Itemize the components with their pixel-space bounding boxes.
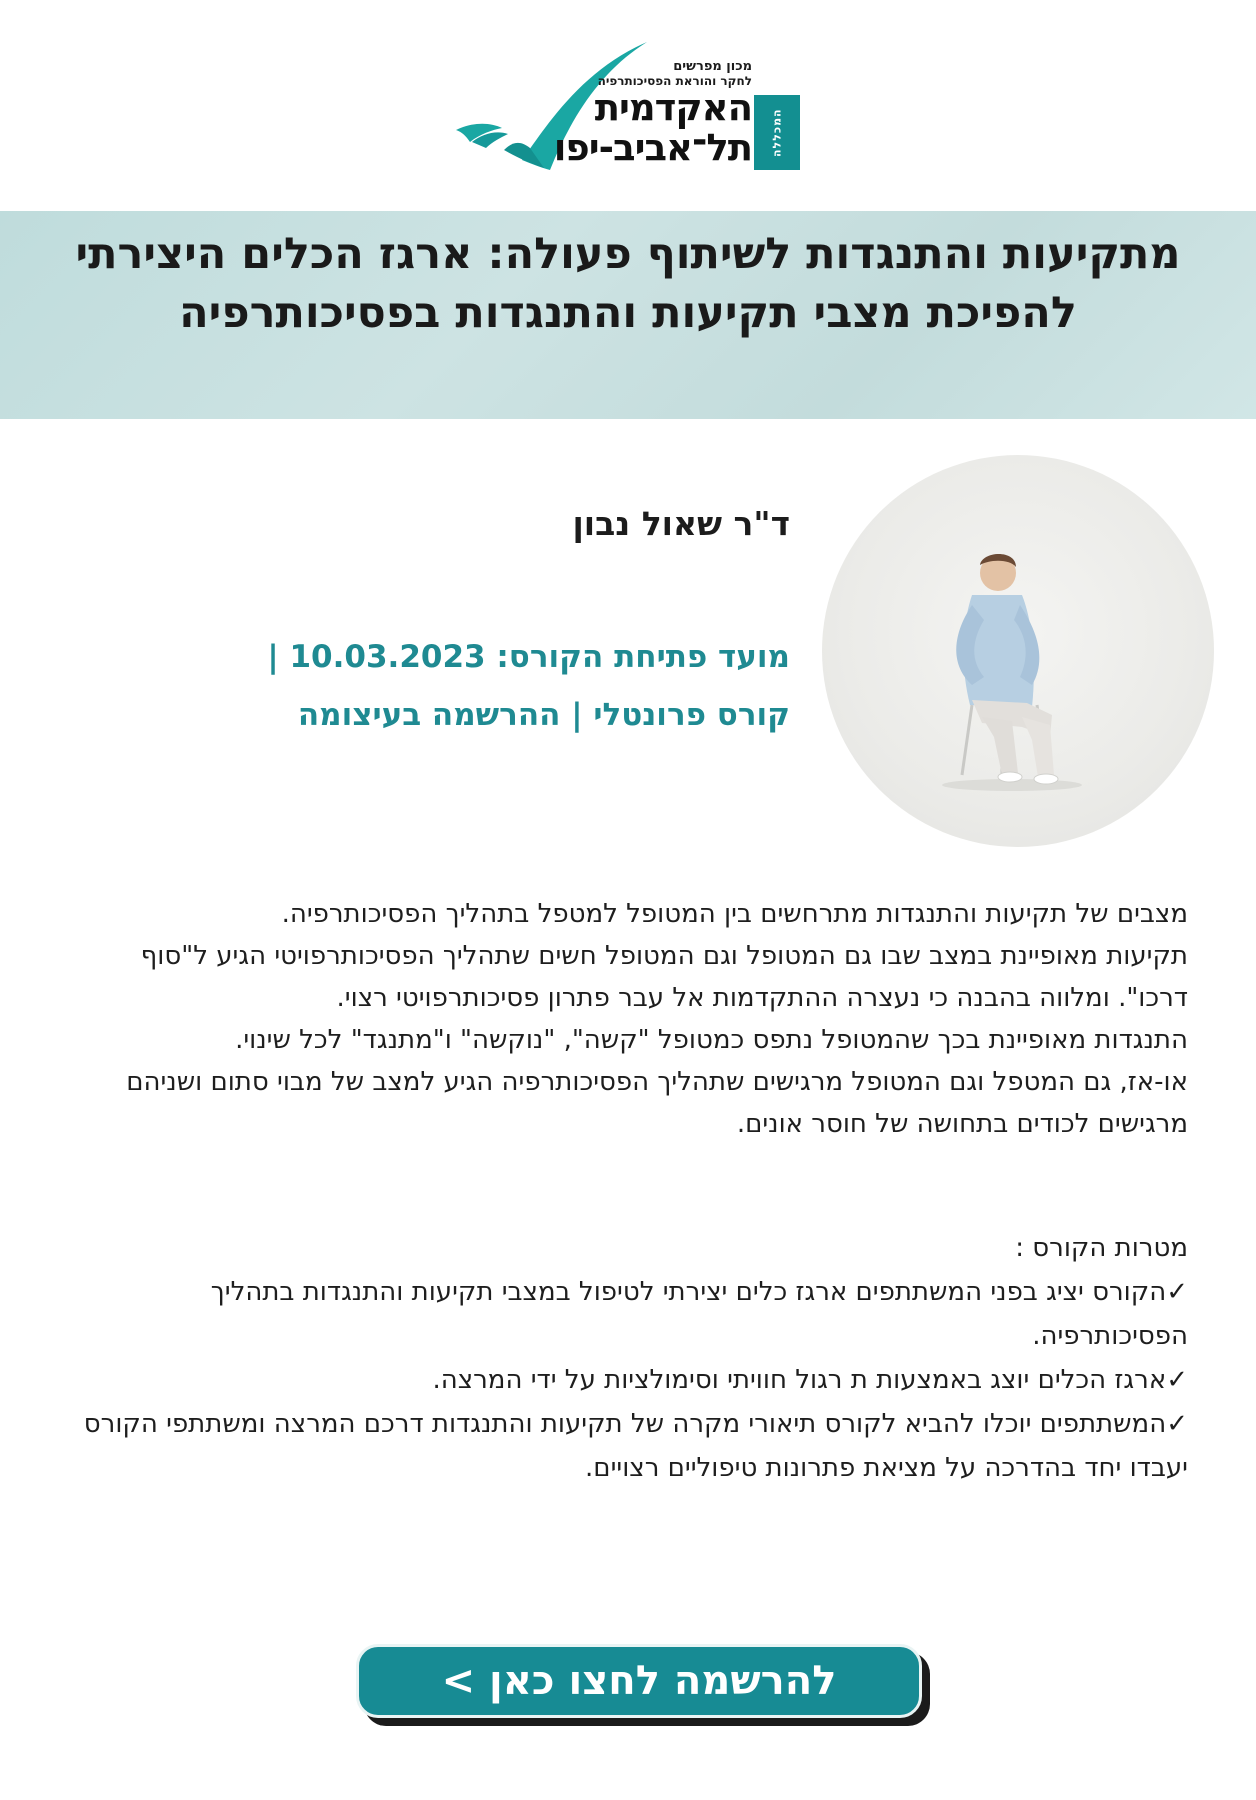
logo-vertical-label: המכללה <box>754 95 800 170</box>
check-icon: ✓ <box>1166 1277 1188 1307</box>
goal-item <box>48 1358 1188 1402</box>
lecturer-photo <box>822 455 1214 847</box>
goals-heading: מטרות הקורס : <box>1015 1233 1188 1263</box>
logo-text <box>554 60 752 168</box>
description-paragraph-4: או-אז, גם המטפל וגם המטופל מרגישים שתהליך הפסיכותרפיה הגיע למצב של מבוי סתום ושניהם מרגישים לכודים בתחושה של חוסר אונים. <box>126 1067 1188 1139</box>
register-button-wrapper <box>356 1644 930 1726</box>
goal-text: הקורס יציג בפני המשתתפים ארגז כלים יצירתי לטיפול במצבי תקיעות והתנגדות בתהליך הפסיכותרפיה. <box>210 1277 1188 1351</box>
check-icon: ✓ <box>1166 1365 1188 1395</box>
logo-line-4: תל־אביב-יפו <box>553 126 752 169</box>
seated-man-illustration <box>822 455 1214 847</box>
course-start-date: מועד פתיחת הקורס: 10.03.2023 | <box>267 639 790 675</box>
title-banner <box>0 211 1256 419</box>
institute-logo[interactable] <box>452 30 804 180</box>
lecturer-name: ד"ר שאול נבון <box>572 504 790 543</box>
goal-item <box>48 1270 1188 1358</box>
description-paragraph-1: מצבים של תקיעות והתנגדות מתרחשים בין המטופל למטפל בתהליך הפסיכותרפיה. <box>281 899 1188 929</box>
description-paragraph-2: תקיעות מאופיינת במצב שבו גם המטופל וגם המטופל חשים שתהליך הפסיכותרפויטי הגיע ל"סוף דרכו". ומלווה בהבנה כי נעצרה ההתקדמות אל עבר פתרון פסיכותרפויטי רצוי. <box>140 941 1188 1013</box>
register-button[interactable]: להרשמה לחצו כאן > <box>356 1644 922 1718</box>
check-icon: ✓ <box>1166 1409 1188 1439</box>
goal-text: המשתתפים יוכלו להביא לקורס תיאורי מקרה של תקיעות והתנגדות דרכם המרצה ומשתתפי הקורס יעבדו יחד בהדרכה על מציאת פתרונות טיפוליים רצויים. <box>83 1409 1188 1483</box>
logo-line-2: לחקר והוראת הפסיכותרפיה <box>597 74 752 88</box>
course-goals <box>48 1226 1188 1490</box>
course-format-registration: קורס פרונטלי | ההרשמה בעיצומה <box>297 697 790 733</box>
course-title: מתקיעות והתנגדות לשיתוף פעולה: ארגז הכלים היצירתי להפיכת מצבי תקיעות והתנגדות בפסיכותרפיה <box>75 229 1181 338</box>
logo-line-1: מכון מפרשים <box>673 59 752 74</box>
goal-item <box>48 1402 1188 1490</box>
goal-text: ארגז הכלים יוצג באמצעות ת רגול חוויתי וסימולציות על ידי המרצה. <box>432 1365 1167 1395</box>
course-info <box>190 628 790 744</box>
description-paragraph-3: התנגדות מאופיינת בכך שהמטופל נתפס כמטופל "קשה", "נוקשה" ו"מתנגד" לכל שינוי. <box>235 1025 1188 1055</box>
logo-line-3: האקדמית <box>594 86 752 129</box>
course-description <box>68 893 1188 1145</box>
